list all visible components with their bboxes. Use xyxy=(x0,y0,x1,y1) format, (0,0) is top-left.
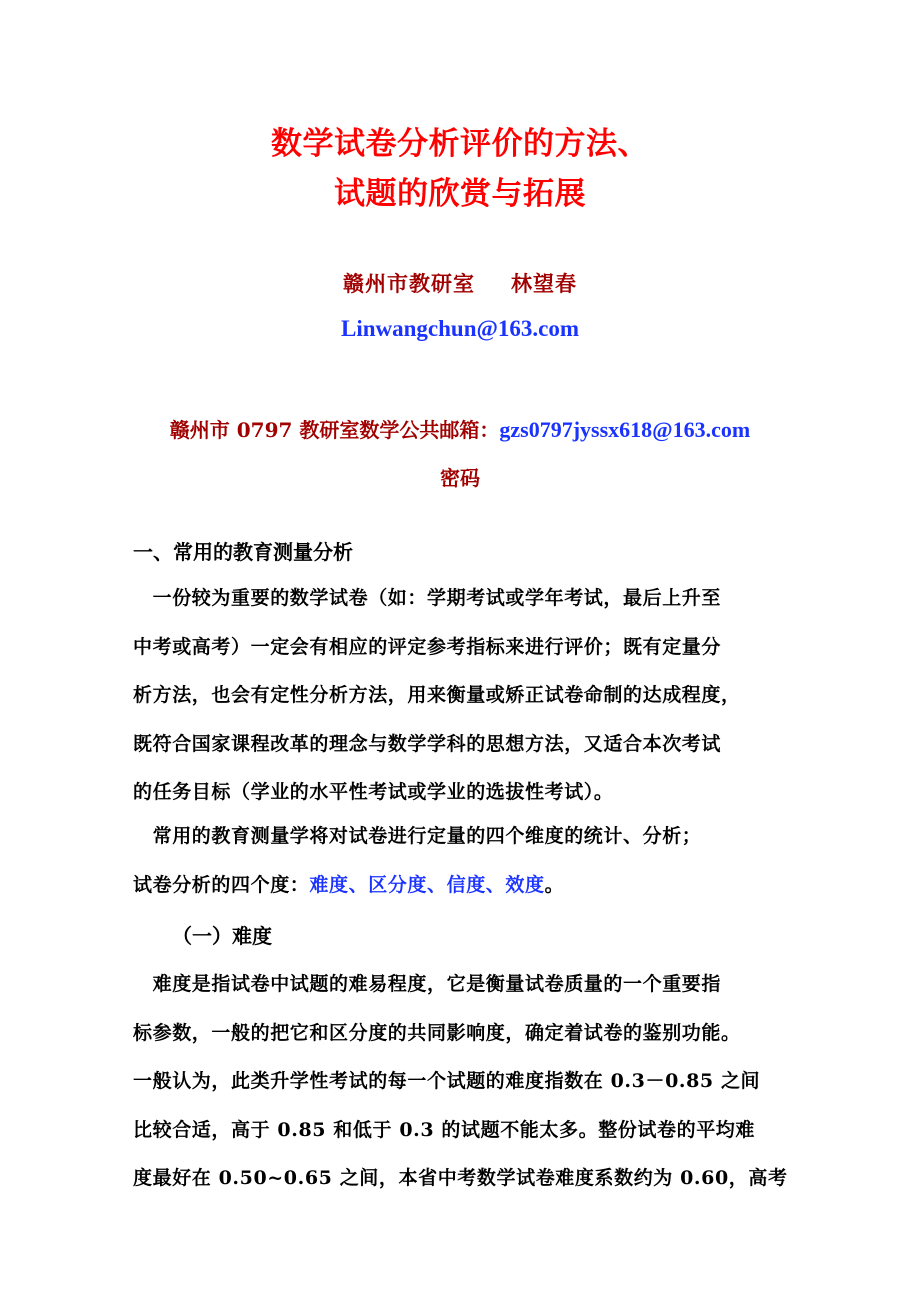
paragraph-line: 标参数，一般的把它和区分度的共同影响度，确定着试卷的鉴别功能。 xyxy=(133,1021,741,1044)
author-organization: 赣州市教研室 xyxy=(343,271,475,296)
public-mailbox-line xyxy=(0,414,920,443)
password-label: 密码 xyxy=(440,466,480,490)
document-title-line-1: 数学试卷分析评价的方法、 xyxy=(271,126,649,162)
author-name: 林望春 xyxy=(511,271,577,296)
paragraph-line: 常用的教育测量学将对试卷进行定量的四个维度的统计、分析； xyxy=(133,825,702,847)
paragraph-line: 一份较为重要的数学试卷（如：学期考试或学年考试，最后上升至 xyxy=(133,587,722,609)
paragraph-line: 析方法，也会有定性分析方法，用来衡量或矫正试卷命制的达成程度， xyxy=(133,684,741,706)
dimensions-list: 难度、区分度、信度、效度 xyxy=(309,873,545,896)
document-title-line-2: 试题的欣赏与拓展 xyxy=(334,176,586,212)
author-email[interactable]: Linwangchun@163.com xyxy=(340,316,580,341)
paragraph-line xyxy=(133,861,793,910)
author-line xyxy=(0,268,920,298)
paragraph-line: 的任务目标（学业的水平性考试或学业的选拔性考试）。 xyxy=(133,781,614,803)
section-heading: 一、常用的教育测量分析 xyxy=(133,540,353,564)
paragraph-line: 一般认为，此类升学性考试的每一个试题的难度指数在 0.3－0.85 之间 xyxy=(133,1070,761,1092)
paragraph-four-dimensions xyxy=(133,812,793,909)
paragraph-line: 比较合适，高于 0.85 和低于 0.3 的试题不能太多。整份试卷的平均难 xyxy=(133,1118,755,1141)
paragraph-line: 中考或高考）一定会有相应的评定参考指标来进行评价；既有定量分 xyxy=(133,635,722,658)
subsection-heading-difficulty: （一）难度 xyxy=(172,924,272,948)
public-mailbox-label: 赣州市 0797 教研室数学公共邮箱： xyxy=(169,418,500,442)
paragraph-line: 难度是指试卷中试题的难易程度，它是衡量试卷质量的一个重要指 xyxy=(133,973,722,995)
paragraph-line: 既符合国家课程改革的理念与数学学科的思想方法，又适合本次考试 xyxy=(133,732,722,755)
dimensions-prefix: 试卷分析的四个度： xyxy=(133,873,310,896)
paragraph-difficulty xyxy=(133,960,793,1203)
paragraph-line: 度最好在 0.50~0.65 之间，本省中考数学试卷难度系数约为 0.60，高考 xyxy=(133,1167,788,1189)
paragraph-intro xyxy=(133,574,793,817)
dimensions-suffix: 。 xyxy=(544,873,565,896)
public-mailbox-address[interactable]: gzs0797jyssx618@163.com xyxy=(499,417,751,442)
